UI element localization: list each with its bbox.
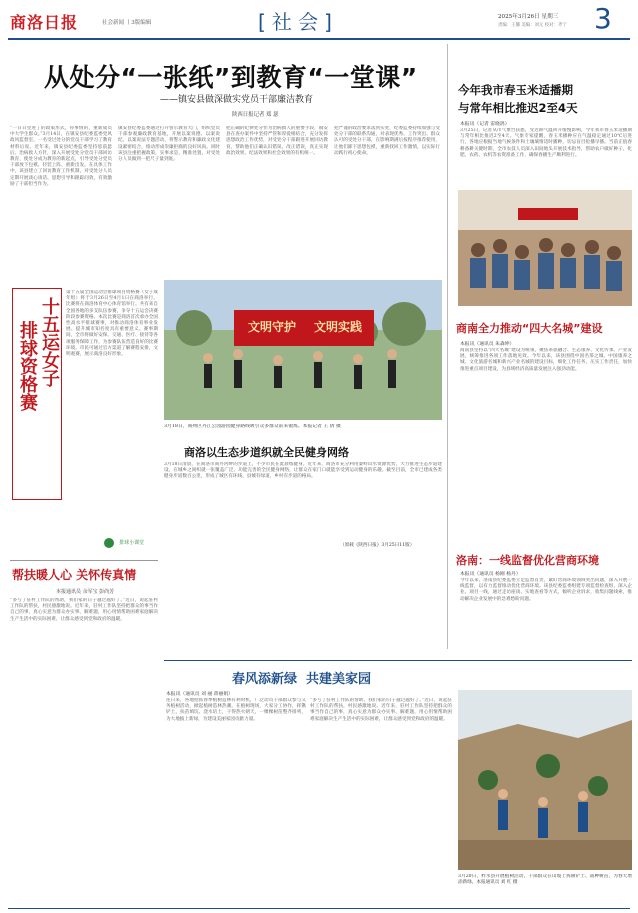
greenway-headline: 商洛以生态步道织就全民健身网络 (184, 446, 349, 459)
luonan-headline: 洛南：一线监督优化营商环境 (456, 554, 599, 567)
fourstar-headline: 商南全力推动“四大名城”建设 (456, 322, 603, 335)
corn-headline-2: 与常年相比推迟2至4天 (458, 101, 578, 115)
footer-rule (8, 908, 630, 909)
spring-byline: 本报讯（通讯员 刘 丽 蒋丽娟） (166, 692, 233, 697)
newspaper-logo: 商洛日报 (10, 13, 79, 32)
corn-byline: 本报讯（记者 雷晓鸽） (460, 122, 510, 127)
section-title: 社 会 (271, 10, 319, 34)
luonan-body: 今年以来，洛南县纪委监委立足监督首责，紧盯营商环境领域突出问题，深入开展一线监督，以有力监督推动优化营商环境。该县纪委监委组建专项监督检查组，深入企业、项目一线，通过走访座谈、实地查看等方式，倾听企业诉求，收集问题线索，推动解决企业发展中的急难愁盼问题。 (460, 578, 632, 602)
greenway-body: 3月18日清晨，在商洛市商丹河畔的步道上，不少市民在此晨练健身。近年来，商洛市充分利用秦岭山水资源优势，大力推进生态步道建设，在城乡之间织就一张覆盖广泛、功能完善的全民健身网络，让群众在家门口就能享受到运动健身的乐趣。截至目前，全市已建成各类健身步道数百公里，形成了城区有环线、县城有绿道、乡村有步道的格局。 (164, 462, 442, 480)
spring-body-col-2: “多亏了驻村工作队的帮助，我们家的日子越过越好了。”近日，说起驻村工作队的帮扶，村民感激地说。近年来，驻村工作队坚持把群众的事当作自己的事，真心实意为群众办实事、解难题，用心用情帮助困难家庭解决生产生活中的实际困难，让群众感受到党和政府的温暖。 (310, 698, 452, 722)
fitness-photo-illustration (164, 280, 442, 420)
spring-headline: 春风添新绿 共建美家园 (232, 672, 372, 687)
fitness-banner-left: 文明守护 (248, 320, 297, 334)
lead-subhead: ——镇安县做深做实党员干部廉洁教育 (160, 95, 314, 105)
spring-top-rule (164, 660, 632, 661)
masthead-rule (8, 38, 630, 40)
lead-body-col-1: “一日日里进了的政策形式，你事情的，重新成员中大学生群众。”3月14日，在镇安县纪委监委党风政风监督室，一名受过处分的党员干部学习了教育材料后说。近年来，镇安县纪委监委坚持惩前毖后、治病救人方针，深入开展受处分党员干部回访教育，使处分成为教育的新起点，引导受处分党员干部放下包袱、轻装上阵、重新出发。在具体工作中，该县建立了回访教育工作机制，对受处分人员定期开展谈心谈话、思想引导和跟踪问效，有效激励了干部担当作为。 (10, 126, 112, 187)
planting-caption: 3月20日，柞水县开展植树活动，干部群众在山坡上挥锹铲土、栽种树苗，为春天增添新绿。本报通讯员 刘 红 摄 (458, 874, 632, 886)
fitness-caption: 3月18日，商州区丹江公园游园健身路线吸引众多群众前来锻炼。本报记者 王 倩 摄 (164, 424, 341, 429)
edition-info: 社会新闻 丨3版编辑 (102, 20, 152, 26)
volleyball-icon (104, 538, 114, 548)
fitness-photo (164, 280, 442, 420)
right-column-divider (447, 44, 448, 649)
planting-photo-illustration (458, 690, 632, 870)
fitness-banner-right: 文明实践 (314, 320, 363, 334)
help-body: “多亏了驻村工作队的帮助，我们家的日子越过越好了。”近日，说起驻村工作队的帮扶，村民感激地说。近年来，驻村工作队坚持把群众的事当作自己的事，真心实意为群众办实事、解难题，用心用情帮助困难家庭解决生产生活中的实际困难，让群众感受到党和政府的温暖。 (10, 598, 158, 622)
masthead (0, 0, 638, 40)
volleyball-title-line-1: 十五运女子 (39, 297, 60, 387)
volleyball-body: 第十五届全国运动会排球项目资格赛（女子成年组）将于3月26日至4月1日在商洛举行，比赛将在商洛体育中心体育馆举行。共有来自全国各地的多支队伍参赛，争夺十五运会决赛阶段参赛资格。本次比赛是商洛首次承办全国性高水平排球赛事，对推动商洛体育事业发展、提升城市知名度具有重要意义。赛事期间，全市将做好安保、交通、医疗、接待等各项服务保障工作，为参赛队伍营造良好的比赛环境。市民可通过官方渠道了解赛程安排，文明观赛，展示商洛良好形象。 (66, 290, 158, 358)
luonan-byline: 本报讯（通讯员 杨刚 杨丹） (460, 572, 521, 577)
section-bracket: [ 社 会 ] (258, 10, 332, 34)
lead-byline: 陕西日报记者 郑 瑟 (232, 112, 279, 118)
page-number: 3 (594, 2, 612, 35)
planting-photo (458, 690, 632, 870)
corn-headline-1: 今年我市春玉米适播期 (458, 83, 573, 97)
volleyball-title-box (12, 288, 62, 500)
help-top-rule (10, 560, 158, 561)
corn-body: 3月25日，记者从市气象台获悉，受近期气温回升缓慢影响，今年我市春玉米适播期与常年相比推迟2至4天。气象专家提醒，春玉米播种应在气温稳定通过10℃后进行，各地应根据当地气候条件和土壤墒情适时播种，切忌盲目抢播早播。当前正值春耕备耕关键时期，全市农技人员深入田间地头开展技术指导，帮助农户做好种子、化肥、农药、农机等农资准备工作，确保春播生产顺利进行。 (460, 128, 632, 158)
spring-body-col-1: 连日来，各地抢抓春季植树造林有利时机，广泛动员干部群众参与义务植树活动，掀起植树造林热潮。在植树现场，大家分工协作，挥锹铲土、扶苗填坑、浇水培土，干得热火朝天，一棵棵树苗整齐排列，为大地披上新绿，为建设美丽家园贡献力量。 (166, 698, 306, 722)
greenway-footer: （原载《陕西日报》3月25日11版） (340, 543, 415, 548)
editors-line: 责编：王馨 美编：刘元 校对：齐宁 (498, 23, 567, 28)
volleyball-title-line-2: 排球资格赛 (17, 321, 38, 411)
fourstar-byline: 本报讯（通讯员 朱森坤） (460, 342, 515, 347)
corn-photo-illustration (458, 190, 632, 306)
fourstar-body: 商南县坚持以“四大名城”建设为统领，聚焦茶旅融合、生态康养、文化传承、产业发展，统筹推进各项工作落地见效。今年以来，该县围绕中国名茶之城、中国康养之城、文化旅游名城和新兴产业名城的建设目标，细化工作任务，压实工作责任，加快推进重点项目建设，为县域经济高质量发展注入强劲动能。 (460, 348, 632, 372)
lead-body-col-4: 把严谨的政治要求落到实处，纪委监委持续加强与受处分干部的联系沟通，对表现优秀、工作突出、群众认可的受处分干部，在影响期满后按程序推荐使用，让他们卸下思想包袱，重新找回工作激情，以实际行动践行初心使命。 (334, 126, 440, 156)
corn-photo (458, 190, 632, 306)
lead-headline: 从处分“一张纸”到教育“一堂课” (44, 63, 418, 92)
help-headline: 帮扶暖人心 关怀传真情 (12, 568, 137, 582)
lead-body-col-3: 把正确的纪律处分作为治病救人的重要手段，镇安县在查办案件中坚持严管和厚爱相结合，充分发挥思想政治工作优势，对受处分干部跟进开展回访教育，帮助他们正确认识错误、改正错误，真正实现政治效果、纪法效果和社会效果的有机统一。 (226, 126, 328, 156)
help-byline: 本报通讯员 余军宝 彭尚芳 (56, 589, 115, 595)
lead-body-col-2: 镇安县纪委监委通过打开警示教育大门，组织党员干部参观廉政教育基地，开展以案说德、以案说纪、以案说法专题活动，将警示教育和廉政文化建设紧密结合，推动形成崇廉拒腐的良好风尚。同时该县注重把握政策，实事求是、精准处置，对受处分人员做到一把尺子量到底。 (118, 126, 220, 163)
volleyball-logo: 排球小课堂 (104, 532, 158, 546)
issue-date: 2025年3月26日 星期三 (498, 14, 559, 20)
